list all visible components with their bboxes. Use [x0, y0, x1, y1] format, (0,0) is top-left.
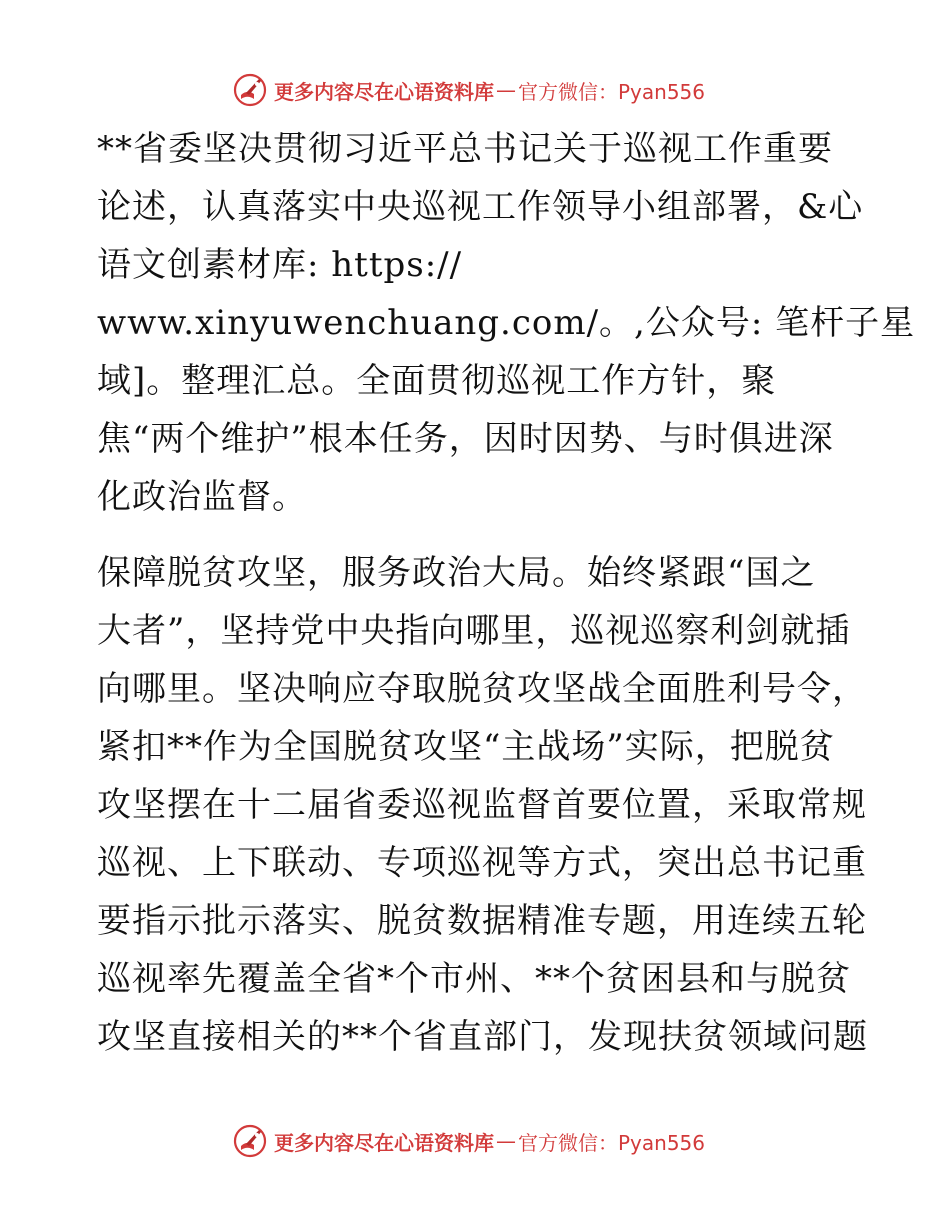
- footer-brand-text: 更多内容尽在心语资料库: [274, 1130, 494, 1155]
- header-banner: [232, 70, 705, 110]
- paragraph-line: 焦“两个维护”根本任务，因时因势、与时俱进深: [97, 419, 834, 459]
- footer-wechat-label: 官方微信：Pyan556: [518, 1130, 706, 1155]
- paragraph-line: 论述，认真落实中央巡视工作领导小组部署，&心: [97, 187, 864, 227]
- book-quill-logo-icon: [232, 1123, 268, 1159]
- header-separator: —: [496, 78, 516, 102]
- footer-separator: —: [496, 1129, 516, 1153]
- book-quill-logo-icon: [232, 72, 268, 108]
- paragraph-line: 域]。整理汇总。全面贯彻巡视工作方针，聚: [97, 361, 777, 401]
- paragraph-line: 向哪里。坚决响应夺取脱贫攻坚战全面胜利号令，: [97, 669, 867, 709]
- paragraph-line: **省委坚决贯彻习近平总书记关于巡视工作重要: [97, 129, 833, 169]
- header-brand-text: 更多内容尽在心语资料库: [274, 79, 494, 104]
- paragraph-line: 化政治监督。: [97, 477, 307, 517]
- paragraph-line: 保障脱贫攻坚，服务政治大局。始终紧跟“国之: [97, 553, 816, 593]
- header-wechat-label: 官方微信：Pyan556: [518, 79, 706, 104]
- paragraph-line: 大者”，坚持党中央指向哪里，巡视巡察利剑就插: [97, 611, 851, 651]
- paragraph-line: 要指示批示落实、脱贫数据精准专题，用连续五轮: [97, 901, 867, 941]
- paragraph-line: 紧扣**作为全国脱贫攻坚“主战场”实际，把脱贫: [97, 727, 835, 767]
- footer-banner: [232, 1121, 705, 1161]
- paragraph-line: 攻坚直接相关的**个省直部门，发现扶贫领域问题: [97, 1017, 868, 1057]
- paragraph-line: 语文创素材库: https://: [97, 245, 463, 285]
- paragraph-line: 巡视率先覆盖全省*个市州、**个贫困县和与脱贫: [97, 959, 851, 999]
- paragraph-line: 巡视、上下联动、专项巡视等方式，突出总书记重: [97, 843, 867, 883]
- paragraph-line: www.xinyuwenchuang.com/。,公众号: 笔杆子星: [97, 303, 916, 343]
- paragraph-line: 攻坚摆在十二届省委巡视监督首要位置，采取常规: [97, 785, 867, 825]
